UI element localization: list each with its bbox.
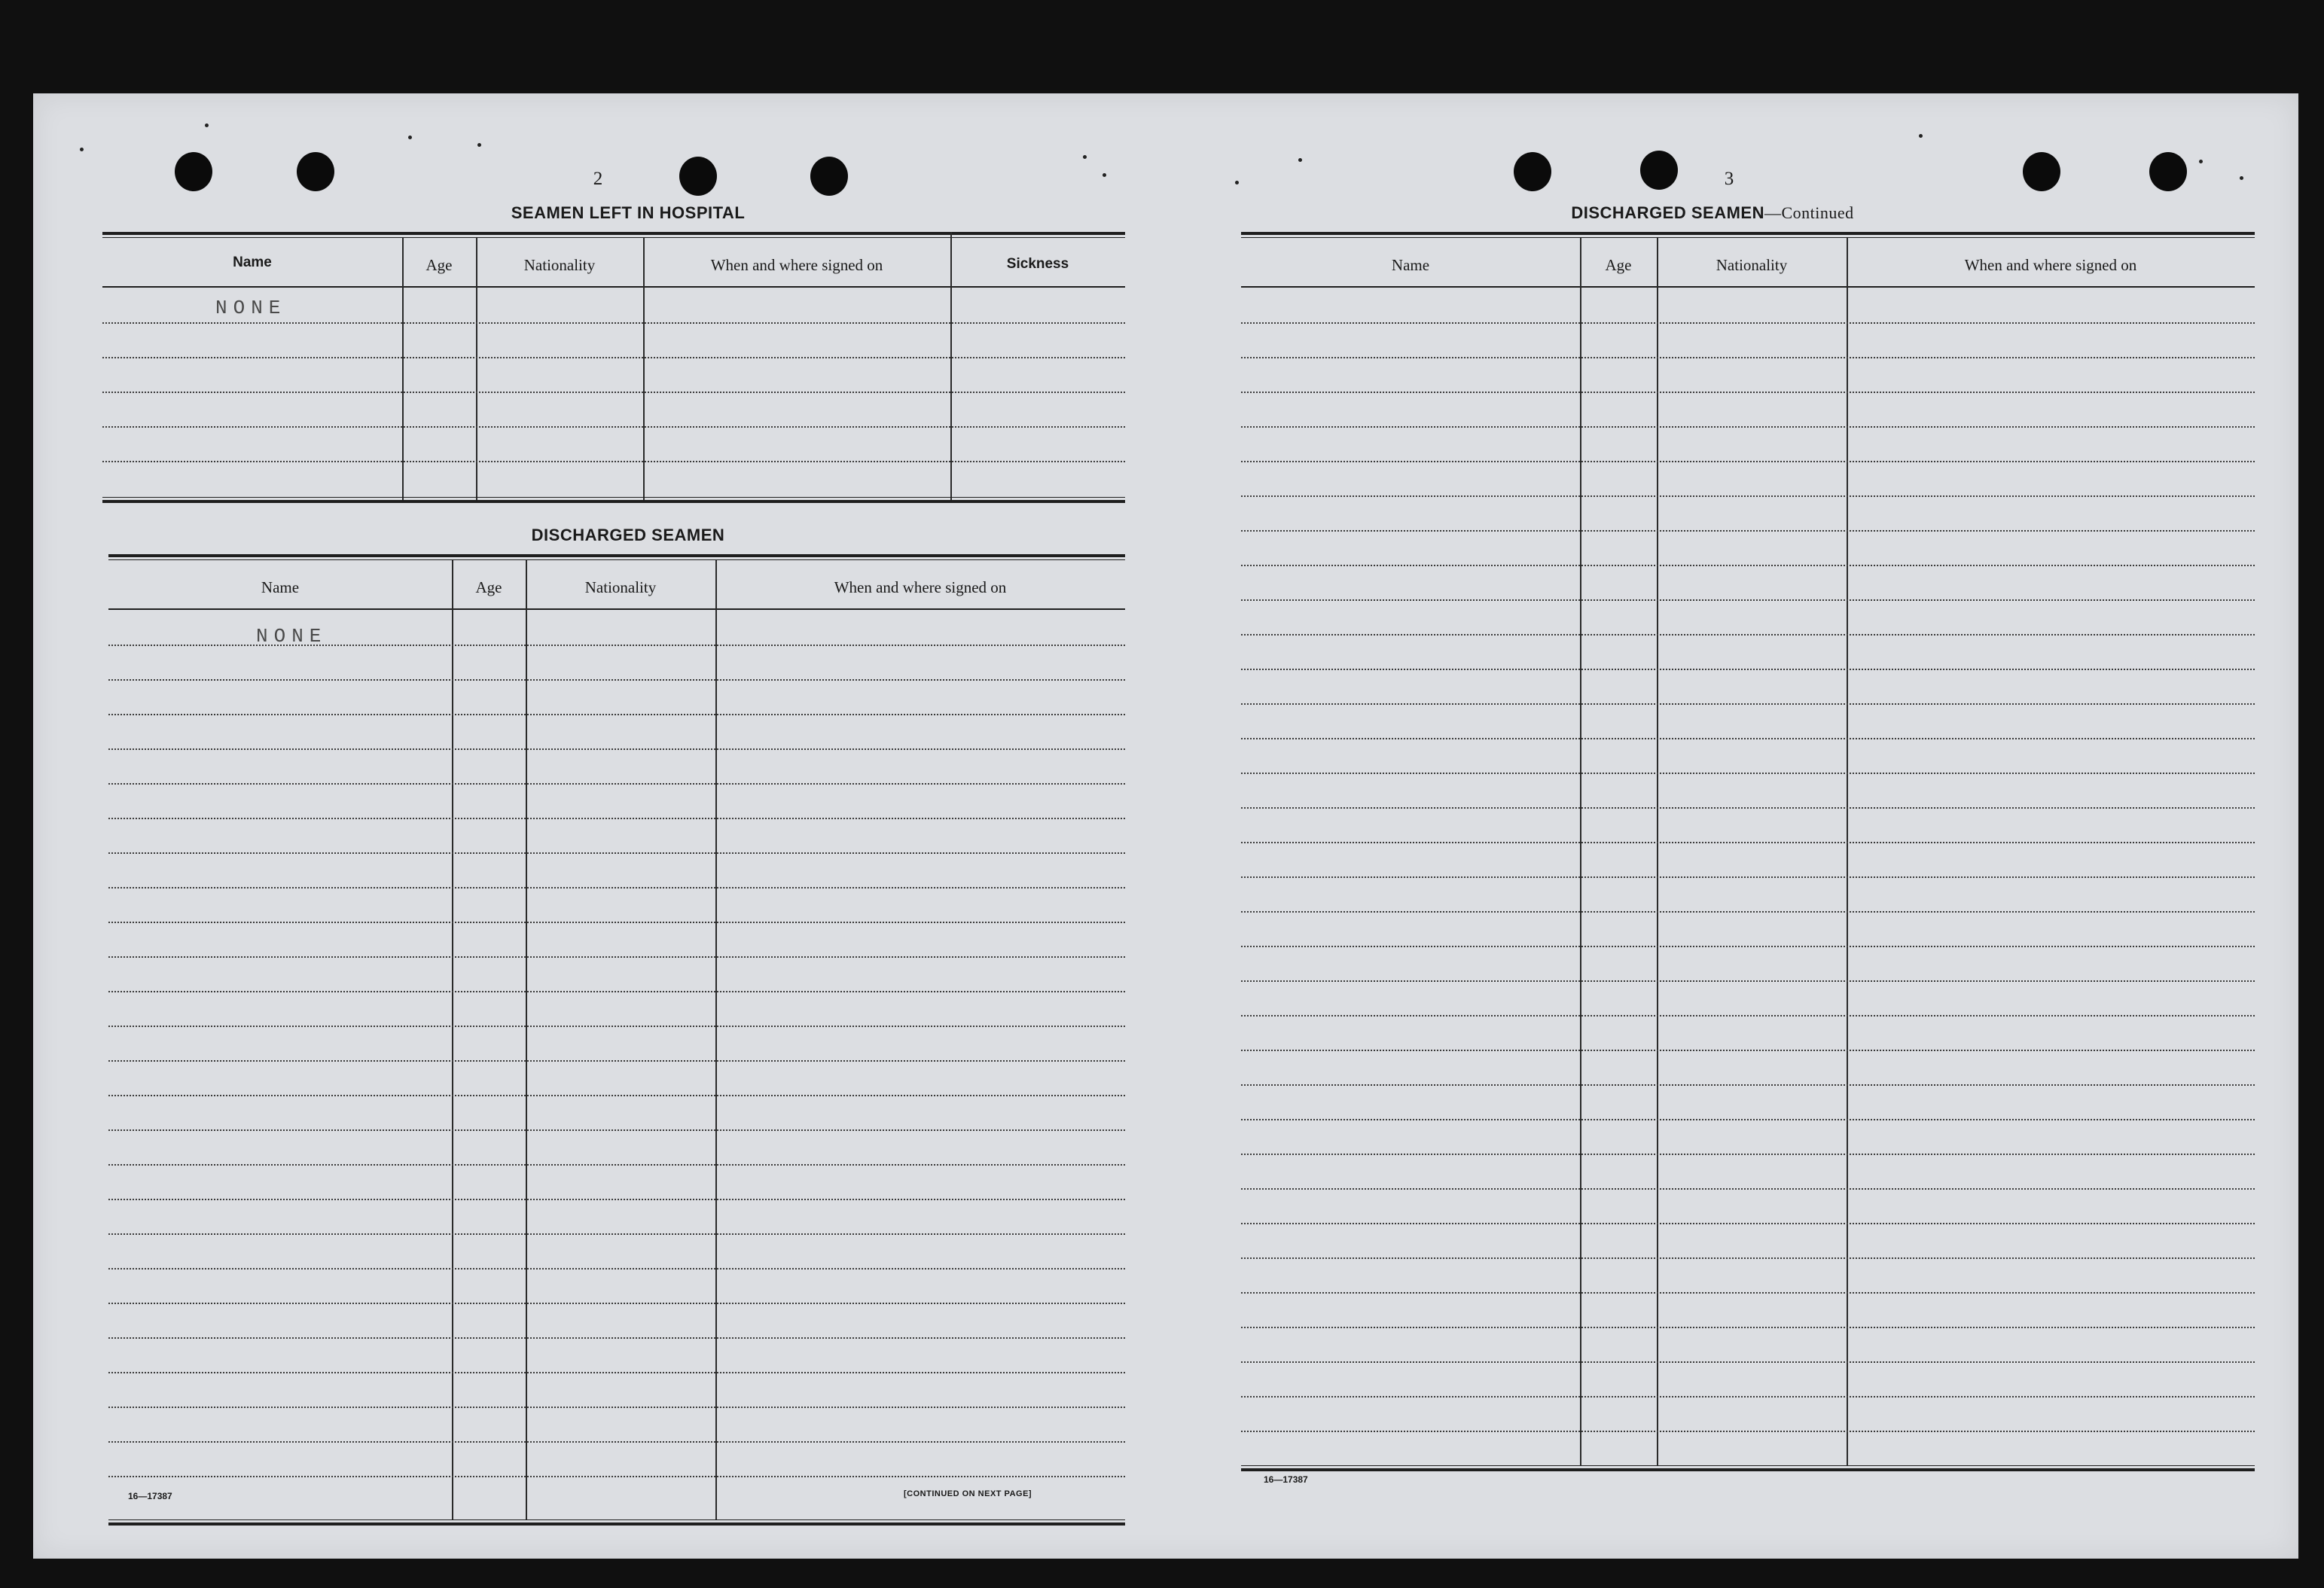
punch-hole: [1640, 151, 1678, 190]
double-rule: [102, 232, 1125, 238]
header-rule: [1241, 286, 2255, 288]
row-line: [108, 1026, 1125, 1027]
row-line: [1241, 876, 2255, 878]
column-header-signed-on: When and where signed on: [834, 578, 1007, 596]
row-line: [1241, 1327, 2255, 1328]
section-title-text: DISCHARGED SEAMEN: [1571, 203, 1764, 222]
column-header-nationality: Nationality: [523, 256, 596, 274]
header-rule: [102, 286, 1125, 288]
row-line: [1241, 738, 2255, 739]
column-divider: [950, 232, 952, 503]
row-line: [1241, 1431, 2255, 1432]
double-rule: [102, 497, 1125, 503]
punch-hole: [810, 157, 848, 196]
paper-speck: [1103, 173, 1106, 177]
row-line: [108, 1060, 1125, 1062]
row-line: [1241, 1223, 2255, 1224]
column-divider: [1847, 238, 1848, 1465]
section-title-discharged-continued: [1374, 203, 2051, 223]
row-line: [1241, 946, 2255, 947]
paper-speck: [205, 123, 209, 127]
row-line: [108, 887, 1125, 888]
row-line: [1241, 1361, 2255, 1363]
paper-speck: [1083, 155, 1087, 159]
paper-speck: [1235, 181, 1239, 184]
row-line: [1241, 461, 2255, 462]
row-line: [108, 1199, 1125, 1200]
column-header-signed-on: When and where signed on: [710, 256, 883, 274]
row-line: [108, 922, 1125, 923]
header-rule: [108, 608, 1125, 610]
row-line: [108, 1441, 1125, 1443]
paper-speck: [1298, 158, 1302, 162]
row-line: [1241, 1257, 2255, 1259]
row-line: [1241, 911, 2255, 913]
column-divider: [1657, 238, 1658, 1465]
row-line: [108, 679, 1125, 681]
section-title-hospital: SEAMEN LEFT IN HOSPITAL: [511, 203, 746, 222]
column-header-age: Age: [425, 256, 453, 274]
punch-hole: [1514, 152, 1551, 191]
row-line: [108, 991, 1125, 992]
row-line: [102, 322, 1125, 324]
row-line: [102, 357, 1125, 358]
row-line: [1241, 1050, 2255, 1051]
punch-hole: [175, 152, 212, 191]
column-divider: [715, 560, 717, 1519]
punch-hole: [2023, 152, 2060, 191]
document-sheet: [33, 93, 2298, 1559]
row-line: [1241, 1119, 2255, 1120]
row-line: [1241, 322, 2255, 324]
row-line: [108, 1407, 1125, 1408]
form-code-right: 16—17387: [1264, 1474, 1308, 1485]
column-header-age: Age: [1605, 256, 1632, 274]
row-line: [1241, 634, 2255, 636]
column-header-nationality: Nationality: [584, 578, 657, 596]
row-line: [108, 1476, 1125, 1477]
row-line: [108, 818, 1125, 819]
punch-hole: [679, 157, 717, 196]
row-line: [108, 1303, 1125, 1304]
page-number-right: 3: [1724, 169, 1734, 189]
row-line: [108, 783, 1125, 785]
paper-speck: [2240, 176, 2243, 180]
paper-speck: [1919, 134, 1923, 138]
row-line: [102, 392, 1125, 393]
row-line: [1241, 807, 2255, 809]
row-line: [108, 748, 1125, 750]
row-line: [1241, 703, 2255, 705]
row-line: [108, 1268, 1125, 1269]
column-header-sickness: Sickness: [1006, 256, 1069, 272]
row-line: [1241, 565, 2255, 566]
paper-speck: [477, 143, 481, 147]
row-line: [1241, 773, 2255, 774]
page-number-left: 2: [593, 169, 603, 189]
double-rule: [1241, 1465, 2255, 1471]
row-line: [1241, 495, 2255, 497]
row-line: [1241, 1084, 2255, 1086]
double-rule: [108, 1519, 1125, 1526]
row-line: [108, 1233, 1125, 1235]
row-line: [1241, 599, 2255, 601]
row-line: [108, 1095, 1125, 1096]
punch-hole: [297, 152, 334, 191]
row-line: [1241, 980, 2255, 982]
double-rule: [1241, 232, 2255, 238]
row-line: [1241, 842, 2255, 843]
typed-entry-none: NONE: [256, 625, 328, 648]
row-line: [108, 1129, 1125, 1131]
column-header-nationality: Nationality: [1716, 256, 1788, 274]
paper-speck: [408, 136, 412, 139]
row-line: [102, 426, 1125, 428]
row-line: [1241, 669, 2255, 670]
continued-note: [CONTINUED ON NEXT PAGE]: [904, 1489, 1032, 1498]
section-title-discharged: DISCHARGED SEAMEN: [531, 526, 725, 544]
row-line: [108, 1337, 1125, 1339]
section-title-suffix: —Continued: [1764, 203, 1854, 222]
row-line: [1241, 426, 2255, 428]
form-code-left: 16—17387: [128, 1491, 172, 1501]
row-line: [108, 852, 1125, 854]
paper-speck: [80, 148, 84, 151]
row-line: [108, 1372, 1125, 1373]
column-divider: [402, 238, 404, 503]
row-line: [1241, 1154, 2255, 1155]
row-line: [1241, 357, 2255, 358]
discharged-table-left: [108, 554, 1125, 1526]
column-divider: [452, 560, 453, 1519]
row-line: [108, 956, 1125, 958]
row-line: [1241, 392, 2255, 393]
column-header-name: Name: [261, 578, 300, 596]
row-line: [108, 1164, 1125, 1166]
column-header-signed-on: When and where signed on: [1964, 256, 2137, 274]
row-line: [108, 714, 1125, 715]
column-header-name: Name: [233, 255, 272, 270]
column-divider: [526, 560, 527, 1519]
row-line: [1241, 1396, 2255, 1398]
hospital-table: [102, 232, 1125, 503]
discharged-table-right: [1241, 232, 2255, 1471]
column-divider: [643, 238, 645, 503]
row-line: [1241, 1015, 2255, 1017]
double-rule: [108, 554, 1125, 560]
column-header-age: Age: [475, 578, 502, 596]
row-line: [1241, 530, 2255, 532]
row-line: [102, 461, 1125, 462]
column-divider: [1580, 238, 1581, 1465]
row-line: [1241, 1188, 2255, 1190]
punch-hole: [2149, 152, 2187, 191]
paper-speck: [2199, 160, 2203, 163]
column-divider: [476, 238, 477, 503]
row-line: [1241, 1292, 2255, 1294]
column-header-name: Name: [1391, 256, 1430, 274]
typed-entry-none: NONE: [215, 297, 287, 319]
